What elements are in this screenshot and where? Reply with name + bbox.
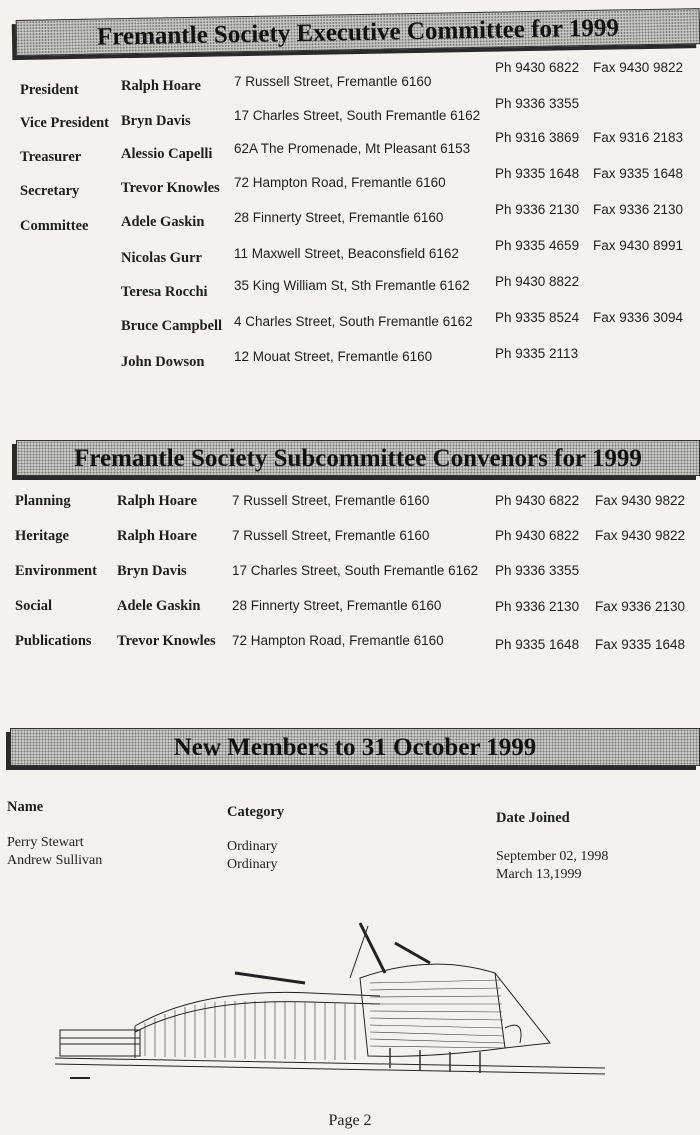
row-role: Vice President <box>20 115 109 131</box>
row-name: Alessio Capelli <box>121 146 213 162</box>
row-name: Ralph Hoare <box>117 493 197 509</box>
row-role: Treasurer <box>20 149 82 165</box>
page-number: Page 2 <box>328 1112 372 1129</box>
row-fax: Fax 9335 1648 <box>595 637 686 652</box>
row-phone: Ph 9335 8524 <box>495 310 580 325</box>
subcommittee-title-banner <box>16 440 700 476</box>
row-fax: Fax 9336 2130 <box>593 202 684 217</box>
row-name: Ralph Hoare <box>121 78 201 94</box>
row-role: Publications <box>15 633 92 649</box>
row-name: Adele Gaskin <box>121 214 205 230</box>
row-role: Planning <box>15 493 71 509</box>
subcommittee-title: Fremantle Society Subcommittee Convenors for 1999 <box>74 445 642 472</box>
row-phone: Ph 9316 3869 <box>495 130 580 145</box>
row-role: Environment <box>15 563 97 579</box>
member-date-joined: September 02, 1998 <box>496 849 609 864</box>
committee-row <box>0 238 700 270</box>
header-category: Category <box>227 804 285 820</box>
row-name: Adele Gaskin <box>117 598 201 614</box>
committee-row <box>0 310 700 338</box>
committee-row <box>0 598 700 618</box>
maritime-museum-drawing <box>50 918 610 1088</box>
row-name: John Dowson <box>121 354 205 370</box>
row-address: 72 Hampton Road, Fremantle 6160 <box>234 175 446 190</box>
header-date-joined: Date Joined <box>496 810 570 826</box>
new-members-title: New Members to 31 October 1999 <box>173 734 537 761</box>
row-address: 28 Finnerty Street, Fremantle 6160 <box>234 210 444 225</box>
committee-row <box>0 274 700 302</box>
row-name: Nicolas Gurr <box>121 250 202 266</box>
row-phone: Ph 9335 2113 <box>495 346 579 361</box>
row-fax: Fax 9336 2130 <box>595 599 686 614</box>
committee-row <box>0 633 700 653</box>
row-address: 17 Charles Street, South Fremantle 6162 <box>234 108 481 123</box>
row-fax: Fax 9335 1648 <box>593 166 684 181</box>
row-role: Secretary <box>20 183 80 199</box>
row-address: 4 Charles Street, South Fremantle 6162 <box>234 314 473 329</box>
row-role: Heritage <box>15 528 69 544</box>
row-phone: Ph 9335 1648 <box>495 637 580 652</box>
row-name: Bryn Davis <box>117 563 187 579</box>
row-phone: Ph 9430 6822 <box>495 528 580 543</box>
row-fax: Fax 9430 9822 <box>595 493 686 508</box>
row-address: 11 Maxwell Street, Beaconsfield 6162 <box>234 246 459 261</box>
row-fax: Fax 9336 3094 <box>593 310 684 325</box>
row-address: 28 Finnerty Street, Fremantle 6160 <box>232 598 442 613</box>
row-address: 7 Russell Street, Fremantle 6160 <box>234 74 432 89</box>
executive-title: Fremantle Society Executive Committee for 1999 <box>96 14 620 51</box>
row-phone: Ph 9430 8822 <box>495 274 580 289</box>
row-name: Trevor Knowles <box>121 180 220 196</box>
row-fax: Fax 9316 2183 <box>593 130 684 145</box>
member-category: Ordinary <box>227 839 278 854</box>
row-address: 62A The Promenade, Mt Pleasant 6153 <box>234 141 471 156</box>
row-fax: Fax 9430 9822 <box>595 528 686 543</box>
committee-row <box>0 346 700 372</box>
row-address: 7 Russell Street, Fremantle 6160 <box>232 528 430 543</box>
row-role: Social <box>15 598 53 614</box>
row-address: 7 Russell Street, Fremantle 6160 <box>232 493 430 508</box>
member-name: Perry Stewart <box>7 835 84 850</box>
row-phone: Ph 9336 2130 <box>495 599 580 614</box>
executive-title-banner <box>16 8 700 56</box>
row-name: Bruce Campbell <box>121 318 223 334</box>
row-phone: Ph 9336 2130 <box>495 202 580 217</box>
row-address: 12 Mouat Street, Fremantle 6160 <box>234 349 433 364</box>
new-members-title-banner <box>10 728 700 766</box>
committee-row <box>0 563 700 583</box>
row-name: Trevor Knowles <box>117 633 216 649</box>
committee-row <box>0 202 700 234</box>
committee-row <box>0 166 700 200</box>
member-date-joined: March 13,1999 <box>496 867 582 882</box>
row-phone: Ph 9335 4659 <box>495 238 580 253</box>
header-name: Name <box>7 799 44 815</box>
row-phone: Ph 9430 6822 <box>495 60 580 75</box>
row-phone: Ph 9336 3355 <box>495 96 580 111</box>
member-category: Ordinary <box>227 857 278 872</box>
committee-row <box>0 528 700 548</box>
row-phone: Ph 9335 1648 <box>495 166 580 181</box>
row-name: Ralph Hoare <box>117 528 197 544</box>
row-role: Committee <box>20 218 89 234</box>
row-name: Teresa Rocchi <box>121 284 208 300</box>
row-fax: Fax 9430 8991 <box>593 238 684 253</box>
row-role: President <box>20 82 79 98</box>
row-address: 72 Hampton Road, Fremantle 6160 <box>232 633 444 648</box>
row-phone: Ph 9430 6822 <box>495 493 580 508</box>
committee-row <box>0 60 700 98</box>
committee-row <box>0 493 700 513</box>
row-address: 35 King William St, Sth Fremantle 6162 <box>234 278 470 293</box>
committee-row <box>0 96 700 131</box>
row-fax: Fax 9430 9822 <box>593 60 684 75</box>
member-name: Andrew Sullivan <box>7 853 103 868</box>
row-phone: Ph 9336 3355 <box>495 563 580 578</box>
row-name: Bryn Davis <box>121 113 191 129</box>
committee-row <box>0 130 700 166</box>
row-address: 17 Charles Street, South Fremantle 6162 <box>232 563 479 578</box>
